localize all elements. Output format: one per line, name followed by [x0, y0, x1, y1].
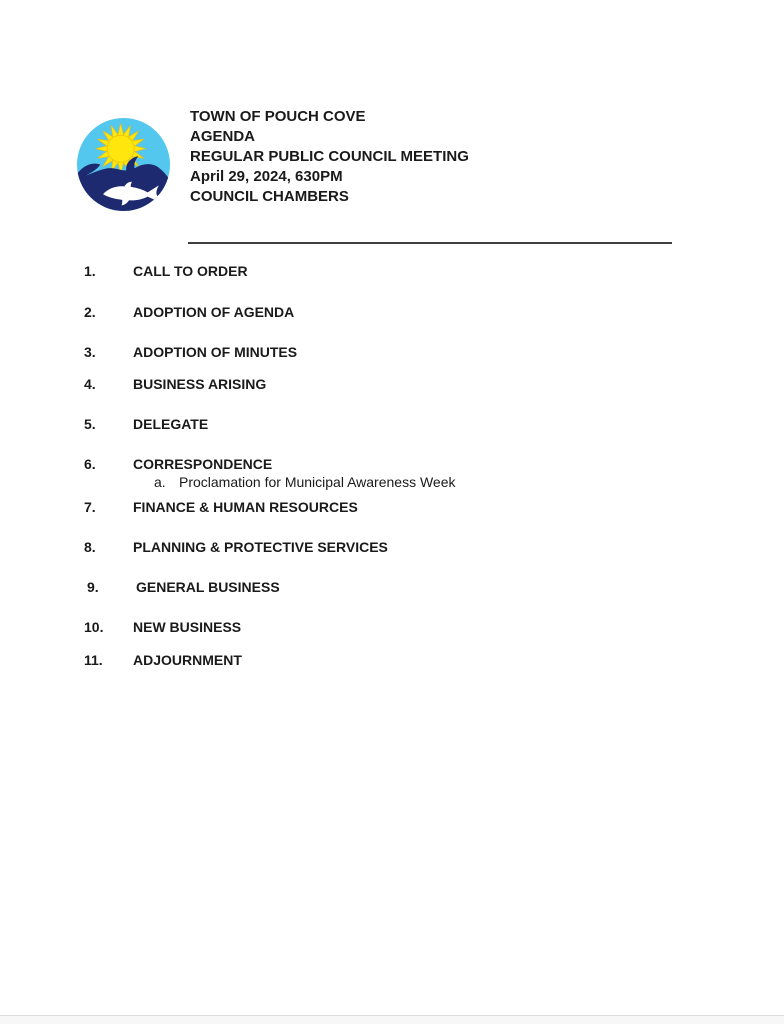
- sun-icon: [96, 124, 146, 174]
- item-label: GENERAL BUSINESS: [136, 579, 280, 595]
- meeting-location: COUNCIL CHAMBERS: [190, 188, 349, 205]
- item-number: 8.: [84, 539, 96, 555]
- agenda-subitem-6a: [84, 473, 704, 491]
- subitem-label: Proclamation for Municipal Awareness Week: [179, 474, 456, 490]
- agenda-item-3: [84, 343, 704, 361]
- item-label: CORRESPONDENCE: [133, 456, 273, 472]
- agenda-item-8: [84, 538, 704, 556]
- item-number: 10.: [84, 619, 104, 635]
- page-bottom-edge: [0, 1015, 784, 1024]
- meeting-datetime: April 29, 2024, 630PM: [190, 168, 343, 185]
- item-label: DELEGATE: [133, 416, 209, 432]
- item-label: ADOPTION OF MINUTES: [133, 344, 298, 360]
- agenda-list: [84, 262, 704, 669]
- subitem-letter: a.: [154, 474, 166, 490]
- agenda-item-2: [84, 303, 704, 321]
- item-number: 11.: [84, 652, 103, 668]
- item-number: 3.: [84, 344, 96, 360]
- item-number: 6.: [84, 456, 96, 472]
- header-divider-line: [188, 242, 672, 244]
- item-number: 5.: [84, 416, 96, 432]
- item-number: 2.: [84, 304, 96, 320]
- agenda-item-6: [84, 455, 704, 473]
- agenda-item-4: [84, 375, 704, 393]
- document-title: TOWN OF POUCH COVE: [190, 108, 366, 125]
- item-number: 1.: [84, 263, 96, 279]
- agenda-item-10: [84, 618, 704, 636]
- item-label: FINANCE & HUMAN RESOURCES: [133, 499, 358, 515]
- item-label: NEW BUSINESS: [133, 619, 242, 635]
- header-block: [190, 107, 469, 207]
- agenda-label: AGENDA: [190, 128, 256, 145]
- item-label: CALL TO ORDER: [133, 263, 248, 279]
- agenda-item-1: [84, 262, 704, 280]
- item-number: 4.: [84, 376, 96, 392]
- town-logo-graphic: [77, 117, 170, 212]
- town-logo: [77, 117, 170, 212]
- item-label: PLANNING & PROTECTIVE SERVICES: [133, 539, 388, 555]
- meeting-type: REGULAR PUBLIC COUNCIL MEETING: [190, 148, 469, 165]
- item-number: 9.: [87, 579, 99, 595]
- item-label: ADJOURNMENT: [133, 652, 242, 668]
- agenda-item-7: [84, 498, 704, 516]
- item-label: BUSINESS ARISING: [133, 376, 267, 392]
- agenda-item-5: [84, 415, 704, 433]
- agenda-item-9: [84, 578, 704, 596]
- item-number: 7.: [84, 499, 96, 515]
- agenda-item-11: [84, 651, 704, 669]
- item-label: ADOPTION OF AGENDA: [133, 304, 295, 320]
